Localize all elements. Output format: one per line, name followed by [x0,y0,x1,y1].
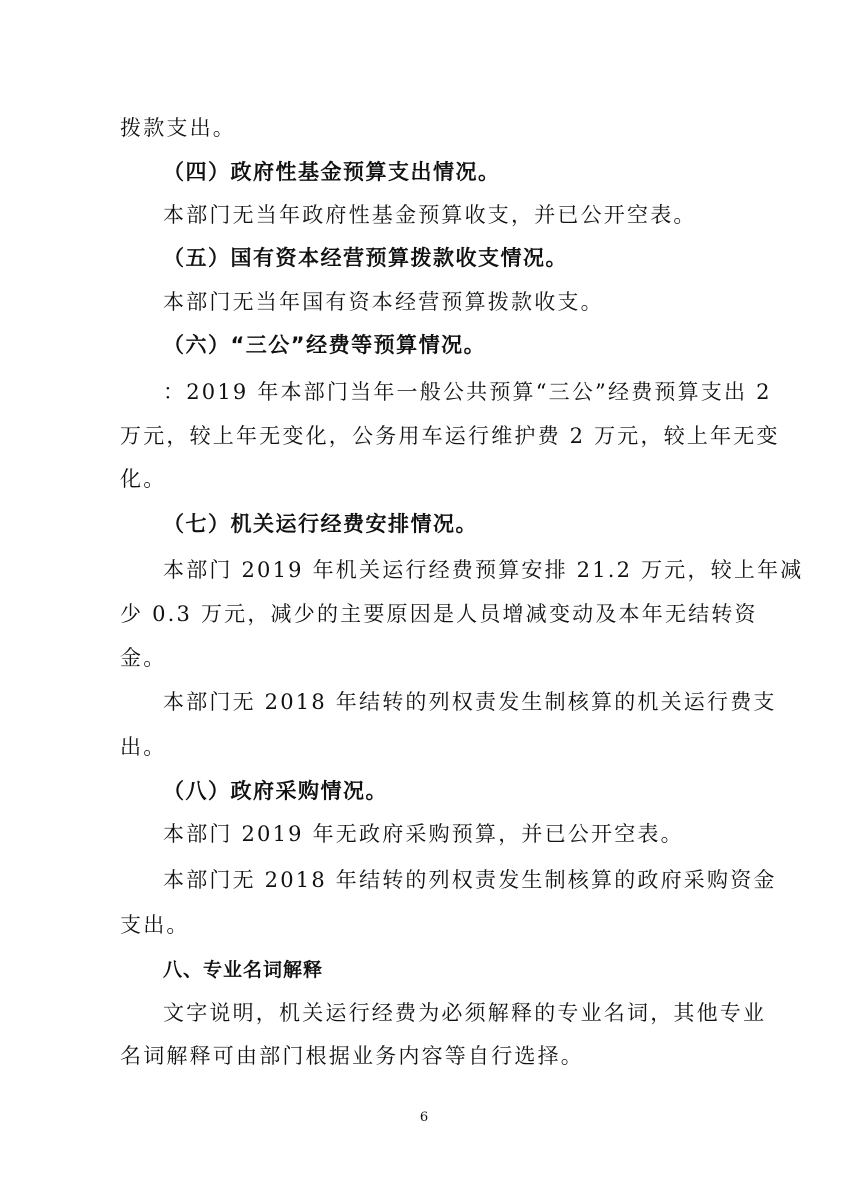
paragraph-line: 拨款支出。 [120,116,236,140]
paragraph-line: 出。 [120,735,167,759]
subheading-three-public: （六）“三公”经费等预算情况。 [163,333,487,357]
paragraph-line: 金。 [120,646,167,670]
section-heading-glossary: 八、专业名词解释 [163,959,324,981]
subheading-government-fund: （四）政府性基金预算支出情况。 [163,160,501,184]
page-number: 6 [419,1110,429,1125]
paragraph-line: ：2019 年本部门当年一般公共预算“三公”经费预算支出 2 [163,380,772,404]
paragraph-line: 化。 [120,467,167,491]
paragraph-line: 本部门 2019 年机关运行经费预算安排 21.2 万元，较上年减 [163,558,804,582]
paragraph-line: 万元，较上年无变化，公务用车运行维护费 2 万元，较上年无变 [120,424,780,448]
paragraph-line: 支出。 [120,913,190,937]
subheading-procurement: （八）政府采购情况。 [163,779,388,803]
paragraph-line: 文字说明，机关运行经费为必须解释的专业名词，其他专业 [163,1001,767,1025]
paragraph-line: 本部门无当年国有资本经营预算拨款收支。 [163,290,604,314]
paragraph-line: 名词解释可由部门根据业务内容等自行选择。 [120,1044,584,1068]
paragraph-line: 本部门无当年政府性基金预算收支，并已公开空表。 [163,203,697,227]
paragraph-line: 少 0.3 万元，减少的主要原因是人员增减变动及本年无结转资 [120,602,758,626]
paragraph-line: 本部门 2019 年无政府采购预算，并已公开空表。 [163,822,684,846]
subheading-operating-expenses: （七）机关运行经费安排情况。 [163,512,478,536]
paragraph-line: 本部门无 2018 年结转的列权责发生制核算的政府采购资金 [163,868,777,892]
paragraph-line: 本部门无 2018 年结转的列权责发生制核算的机关运行费支 [163,690,777,714]
subheading-state-capital: （五）国有资本经营预算拨款收支情况。 [163,246,568,270]
